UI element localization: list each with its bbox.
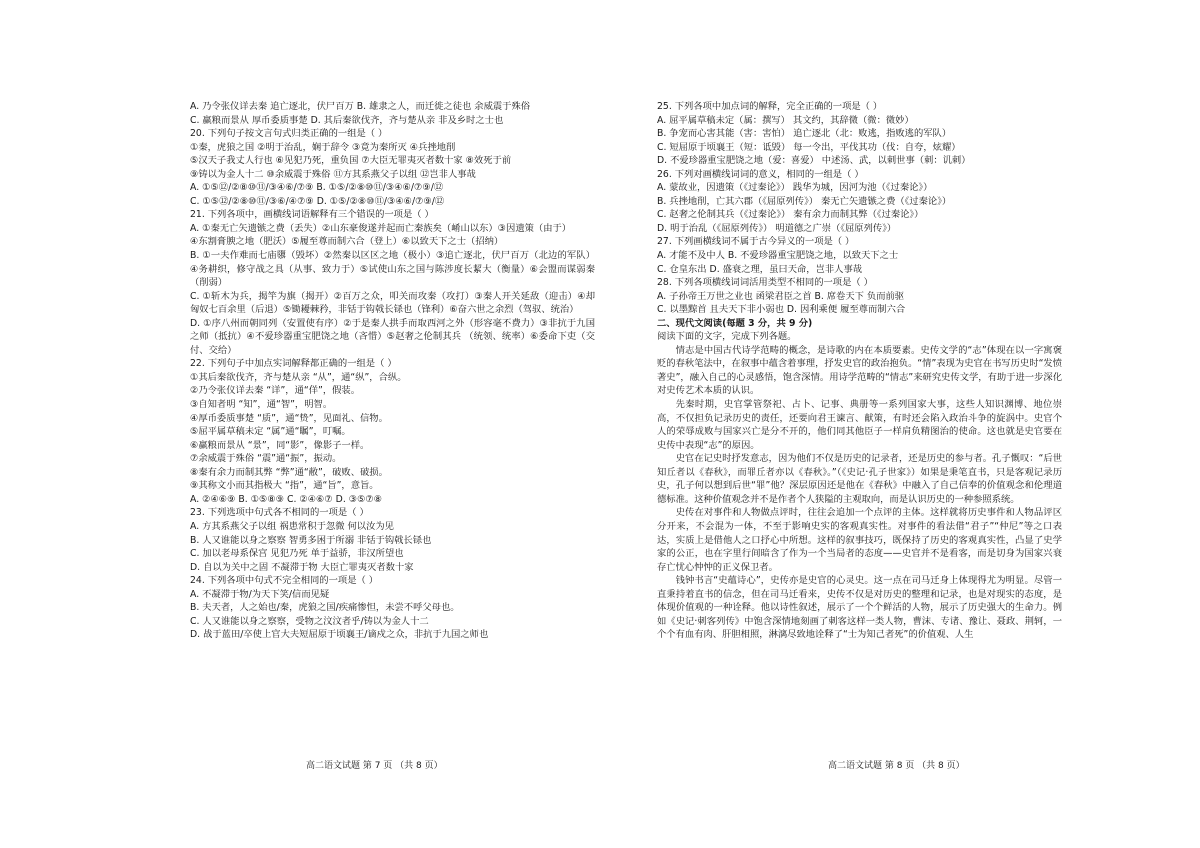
text-line: ⑧秦有余力而制其弊 “弊”通“敝”，破败、破损。 <box>190 466 388 478</box>
question-stem: 25. 下列各项中加点词的解释，完全正确的一项是（ ） <box>657 101 883 112</box>
text-line: D. 明于治乱（《屈原列传》） 明道德之广崇（《屈原列传》） <box>657 222 897 234</box>
passage-paragraph: 钱钟书言“史蕴诗心”，史传亦是史官的心灵史。这一点在司马迁身上体现得尤为明显。尽管一直秉持着直书的信念，但在司马迁看来，史传不仅是对历史的整理和记录，也是对现实的态度，是体现价值观的一种诠释。他以诗性叙述，展示了一个个鲜活的人物，展示了历史强大的生命力。例如《史记·刺客列传》中饱含深情地刻画了刺客这样一类人物，曹沫、专诸、豫让、聂政、荆轲，一个个有血有肉、肝胆相照，淋漓尽致地诠释了“士为知己者死”的价值观、人生 <box>657 575 1062 641</box>
question-stem: 20. 下列句子按文言句式归类正确的一组是（ ） <box>190 128 388 140</box>
text-line: ①秦，虎狼之国 ②明于治乱，娴于辞令 ③竟为秦所灭 ④兵挫地削 <box>190 141 456 153</box>
text-line: ①其后秦欲伐齐，齐与楚从亲 “从”，通“纵”，合纵。 <box>190 371 407 383</box>
text-line: A. 乃令张仪详去秦 追亡逐北，伏尸百万 B. 雄隶之人，而迁徙之徒也 余威震于殊俗 <box>190 101 531 112</box>
text-line: ⑥赢粮而景从 “景”，同“影”，像影子一样。 <box>190 439 370 451</box>
text-line: C. 仓皇东出 D. 盛衰之理，虽曰天命，岂非人事哉 <box>657 263 863 275</box>
question-stem: 28. 下列各项横线词词活用类型不相同的一项是（ ） <box>657 277 873 289</box>
option-paragraph: C. ①斩木为兵，揭竿为旗（揭开）②百万之众，叩关而攻秦（攻打）③秦人开关延敌（迎击）④却匈奴七百余里（后退）⑤锄耰棘矜，非铦于钩戟长铩也（锋利）⑥奋六世之余烈（驾驭、统治） <box>190 290 595 316</box>
text-line: A. 子孙帝王万世之业也 函梁君臣之首 B. 席卷天下 负而前驱 <box>657 290 905 302</box>
option-paragraph: B. ①一夫作难而七庙隳（毁坏）②然秦以区区之地（极小）③追亡逐北，伏尸百万（北边的军队）④务耕织，修守战之具（从事、致力于）⑤试使山东之国与陈涉度长絜大（衡量）⑥会盟而谋弱秦（削弱） <box>190 250 595 289</box>
page-footer-right: 高二语文试题 第 8 页 （共 8 页） <box>828 761 965 771</box>
text-line: B. 人又谁能以身之察察 智勇多困于所溺 非铦于钩戟长铩也 <box>190 534 432 546</box>
text-line: A. 屈平属草稿未定（属：撰写） 其文约，其辞微（微：微妙） <box>657 114 914 126</box>
text-line: B. 夫天者，人之始也/秦，虎狼之国/疾痛惨怛，未尝不呼父母也。 <box>190 602 460 614</box>
text-line: C. 以墨黥首 且夫天下非小弱也 D. 因利乘便 履至尊而制六合 <box>657 304 906 316</box>
passage-paragraph: 先秦时期，史官掌管祭祀、占卜、记事、典册等一系列国家大事，这些人知识渊博、地位崇高，不仅担负记录历史的责任，还要向君王谏言、献策，有时还会陷入政治斗争的旋涡中。史官个人的荣辱成败与国家兴亡是分不开的，他们同其他臣子一样肩负精图治的使命。这也就是史官要在史传中表现“志”的原因。 <box>657 399 1062 451</box>
text-line: B. 兵挫地削，亡其六郡（《屈原列传》） 秦无亡矢遗镞之费（《过秦论》） <box>657 195 952 207</box>
question-stem: 21. 下列各项中，画横线词语解释有三个错误的一项是（ ） <box>190 209 434 221</box>
text-line: ⑦余威震于殊俗 “震”通“振”，振动。 <box>190 453 342 465</box>
question-stem: 22. 下列句子中加点实词解释都正确的一组是（ ） <box>190 358 397 370</box>
text-line: C. 短屈原于顷襄王（短：诋毁） 每一令出，平伐其功（伐：自夸，炫耀） <box>657 141 961 153</box>
text-line: A. ①秦无亡矢遗镞之费（丢失）②山东豪俊遂并起而亡秦族矣（崤山以东）③因遗策（由于） <box>190 222 572 234</box>
text-line: C. ①⑤⑫/②⑧⑩⑪/③⑥/④⑦⑨ D. ①⑤/②⑧⑩⑪/③④⑥/⑦⑨/⑫ <box>190 195 445 207</box>
page-right-column <box>657 100 1062 642</box>
text-line: ⑨铸以为金人十二 ⑩余威震于殊俗 ⑪方其系燕父子以组 ⑫岂非人事哉 <box>190 168 476 180</box>
text-line: ⑨其称文小而其指极大 “指”，通“旨”，意旨。 <box>190 480 379 492</box>
text-line: A. 才能不及中人 B. 不爱珍器重宝肥饶之地，以致天下之士 <box>657 250 899 262</box>
passage-paragraph: 史官在记史时抒发意志，因为他们不仅是历史的记录者，还是历史的参与者。孔子慨叹：“后世知丘者以《春秋》，而罪丘者亦以《春秋》。”（《史记·孔子世家》）如果是秉笔直书，只是客观记录历史，孔子何以想到后世“罪”他？深层原因还是他在《春秋》中融入了自己信奉的价值观念和伦理道德标准。这种价值观念并不是作者个人狭隘的主观取向，而是认识历史的一种参照系统。 <box>657 453 1062 505</box>
text-line: C. 加以老母系保宫 见犯乃死 单于益骄，非汉所望也 <box>190 548 404 560</box>
text-line: B. 争宠而心害其能（害：害怕） 追亡逐北（北：败逃，指败逃的军队） <box>657 128 952 140</box>
text-line: ④东割膏腴之地（肥沃）⑤履至尊而制六合（登上）⑥以致天下之士（招纳） <box>190 236 504 248</box>
text-line: A. 方其系燕父子以组 祸患常积于忽微 何以汝为见 <box>190 520 394 532</box>
text-line: A. ①⑤⑫/②⑧⑩⑪/③④⑥/⑦⑨ B. ①⑤/②⑧⑩⑪/③④⑥/⑦⑨/⑫ <box>190 182 444 194</box>
question-stem: 24. 下列各项中句式不完全相同的一项是（ ） <box>190 575 379 587</box>
option-paragraph: D. ①序八州而朝同列（安置使有序）②于是秦人拱手而取西河之外（形容毫不费力）③非抗于九国之师（抵抗）④不爱珍器重宝肥饶之地（吝惜）⑤赵奢之伦制其兵 （统领、统率）⑥委命下吏（交付、交给） <box>190 317 595 356</box>
text-line: C. 赵奢之伦制其兵（《过秦论》） 秦有余力而制其弊（《过秦论》） <box>657 209 924 221</box>
reading-intro: 阅读下面的文字，完成下列各题。 <box>657 331 797 343</box>
text-line: ②乃令张仪详去秦 “详”，通“佯”，假装。 <box>190 385 361 397</box>
question-stem: 23. 下列选项中句式各不相同的一项是（ ） <box>190 507 369 519</box>
text-line: ⑤屈平属草稿未定 “属”通“瞩”，叮嘱。 <box>190 426 351 438</box>
text-line: ⑤汉天子我丈人行也 ⑥见犯乃死，重负国 ⑦大臣无罪夷灭者数十家 ⑧效死于前 <box>190 155 512 167</box>
text-line: D. 战于蓝田/卒使上官大夫短屈原于顷襄王/谪戍之众，非抗于九国之师也 <box>190 629 489 641</box>
text-line: D. 不爱珍器重宝肥饶之地（爱：喜爱） 中述汤、武，以刺世事（刺：讥刺） <box>657 155 971 167</box>
text-line: D. 自以为关中之固 不凝滞于物 大臣亡罪夷灭者数十家 <box>190 561 414 573</box>
section-title: 二、现代文阅读(每题 3 分，共 9 分) <box>657 317 813 329</box>
text-line: A. 蒙故业，因遗策（《过秦论》） 践华为城，因河为池（《过秦论》） <box>657 182 933 194</box>
text-line: ④厚币委质事楚 “质”，通“贽”，见面礼、信物。 <box>190 412 388 424</box>
page-footer-left: 高二语文试题 第 7 页 （共 8 页） <box>306 761 443 771</box>
text-line: C. 人又谁能以身之察察，受物之汶汶者乎/铸以为金人十二 <box>190 615 429 627</box>
passage-paragraph: 史传在对事件和人物做点评时，往往会追加一个点评的主体。这样就将历史事件和人物品评区分开来，不会混为一体，不至于影响史实的客观真实性。对事件的看法借“君子”“仲尼”等之口表达，实质上是借他人之口抒心中所想。这样的叙事技巧，既保持了历史的客观真实性，凸显了史学家的公正，也在字里行间暗含了作为一个当局者的态度——史官并不是看客，而是切身为国家兴衰存亡忧心忡忡的正义保卫者。 <box>657 507 1062 573</box>
text-line: ③自知者明 “知”，通“智”，明智。 <box>190 399 333 411</box>
question-stem: 27. 下列画横线词不属于古今异义的一项是（ ） <box>657 236 855 248</box>
page-left-column <box>190 100 595 642</box>
text-line: C. 赢粮而景从 厚币委质事楚 D. 其后秦欲伐齐，齐与楚从亲 非及乡时之士也 <box>190 114 504 126</box>
question-stem: 26. 下列对画横线词词的意义，相同的一组是（ ） <box>657 168 864 180</box>
text-line: A. 不凝滞于物/为天下笑/信而见疑 <box>190 588 330 600</box>
text-line: A. ②④⑥⑨ B. ①⑤⑧⑨ C. ②④⑥⑦ D. ③⑤⑦⑧ <box>190 493 383 505</box>
passage-paragraph: 情志是中国古代诗学范畴的概念，是诗歌的内在本质要素。史传文学的“志”体现在以一字寓褒贬的春秋笔法中，在叙事中蕴含着事理，抒发史官的政治抱负。“情”表现为史官在书写历史时“发愤著史”，融入自己的心灵感悟，饱含深情。用诗学范畴的“情志”来研究史传文学，有助于进一步深化对史传艺术本质的认识。 <box>657 344 1062 397</box>
